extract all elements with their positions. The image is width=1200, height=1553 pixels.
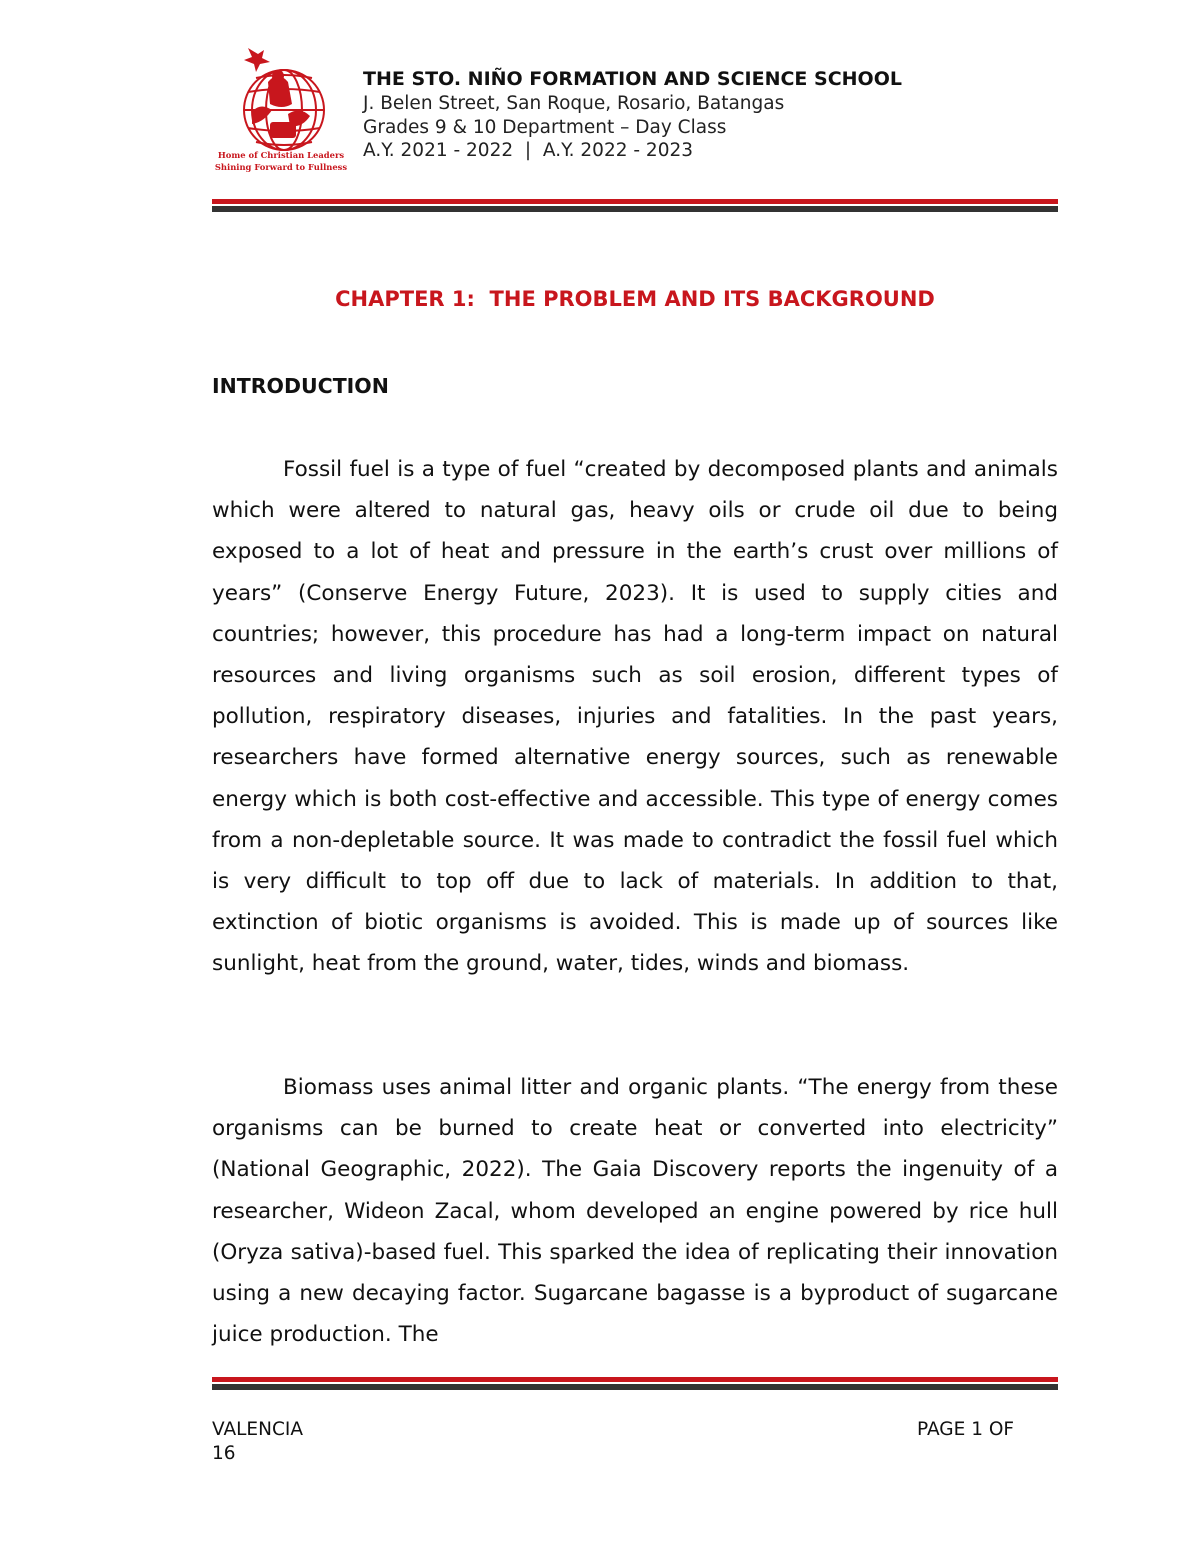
footer-page-label: PAGE 1 OF xyxy=(917,1419,1015,1440)
paragraph-2: Biomass uses animal litter and organic plants. “The energy from these organisms can be burned to create heat or converted into electricity” (National Geographic, 2022). The Gaia Discovery reports the ingenuity of a researcher, Wideon Zacal, whom developed an engine powered by rice hull (Oryza sativa)-based fuel. This sparked the idea of replicating their innovation using a new decaying factor. Sugarcane bagasse is a byproduct of sugarcane juice production. The xyxy=(212,1075,1058,1348)
chapter-title: CHAPTER 1: THE PROBLEM AND ITS BACKGROUND xyxy=(335,287,935,311)
academic-years: A.Y. 2021 - 2022 | A.Y. 2022 - 2023 xyxy=(363,140,694,161)
footer-author: VALENCIA xyxy=(212,1419,303,1440)
school-header xyxy=(363,67,1063,163)
footer-divider xyxy=(212,1377,1058,1390)
section-heading: INTRODUCTION xyxy=(212,374,389,398)
svg-text:Shining Forward to Fullness: Shining Forward to Fullness xyxy=(214,162,348,172)
school-address: J. Belen Street, San Roque, Rosario, Batangas xyxy=(363,93,785,114)
footer-page-total: 16 xyxy=(212,1443,236,1464)
school-name: THE STO. NIÑO FORMATION AND SCIENCE SCHOOL xyxy=(363,68,902,90)
header-divider xyxy=(212,199,1058,212)
paragraph-1: Fossil fuel is a type of fuel “created by decomposed plants and animals which were altered to natural gas, heavy oils or crude oil due to being exposed to a lot of heat and pressure in the earth’s crust over millions of years” (Conserve Energy Future, 2023). It is used to supply cities and countries; however, this procedure has had a long-term impact on natural resources and living organisms such as soil erosion, different types of pollution, respiratory diseases, injuries and fatalities. In the past years, researchers have formed alternative energy sources, such as renewable energy which is both cost-effective and accessible. This type of energy comes from a non-depletable source. It was made to contradict the fossil fuel which is very difficult to top off due to lack of materials. In addition to that, extinction of biotic organisms is avoided. This is made up of sources like sunlight, heat from the ground, water, tides, winds and biomass. xyxy=(212,457,1058,977)
department-line: Grades 9 & 10 Department – Day Class xyxy=(363,116,727,138)
svg-text:Home of Christian Leaders: Home of Christian Leaders xyxy=(217,150,345,160)
school-seal-logo xyxy=(212,40,350,178)
